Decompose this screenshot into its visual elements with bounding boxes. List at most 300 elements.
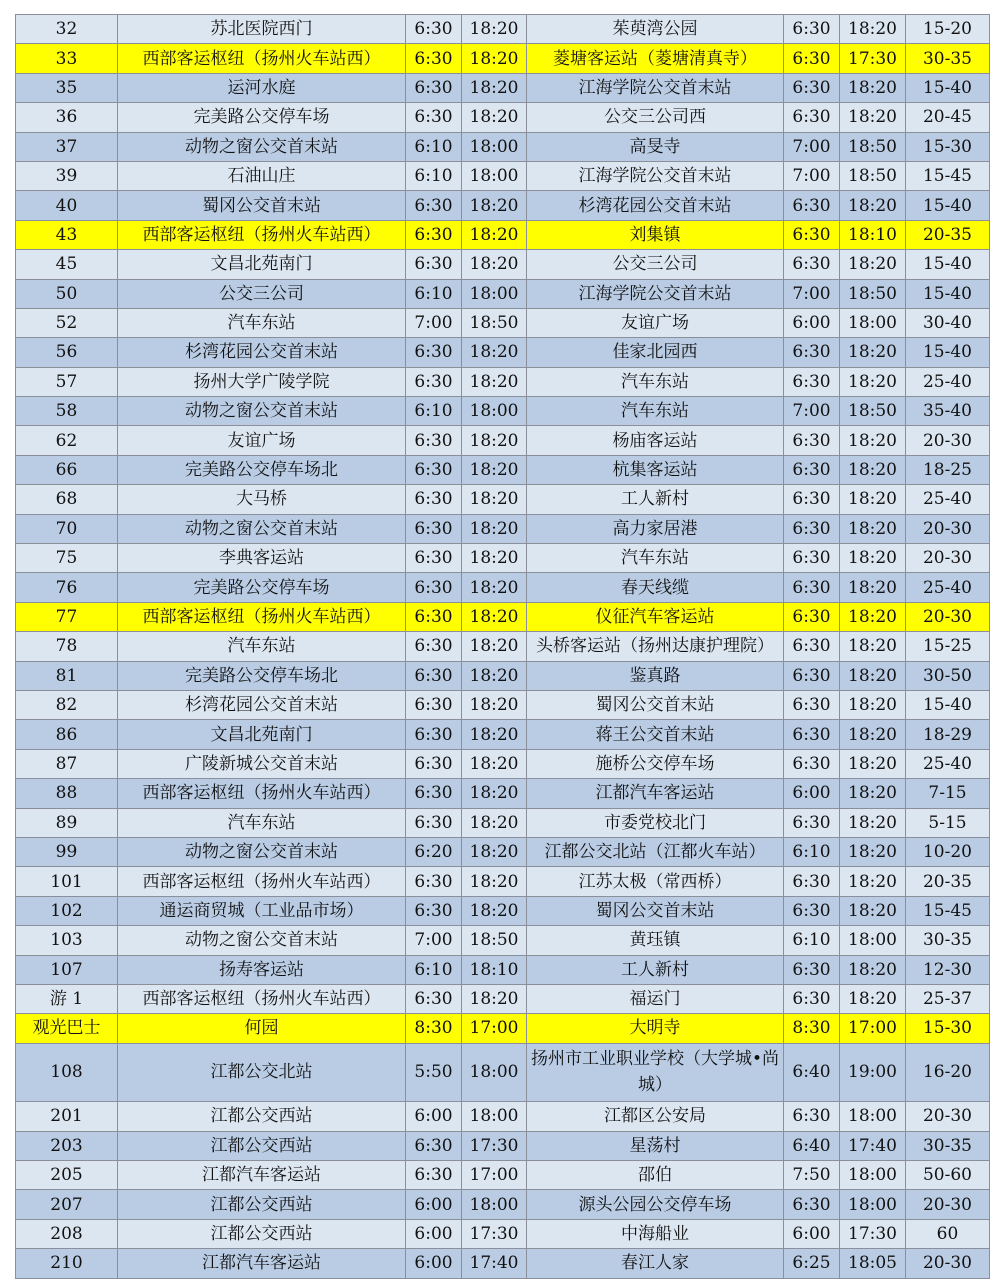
- route-number-cell: 102: [16, 896, 118, 925]
- origin-first-bus-cell: 6:30: [406, 720, 462, 749]
- interval-cell: 20-30: [906, 544, 990, 573]
- origin-last-bus-cell: 18:20: [462, 984, 527, 1013]
- origin-stop-cell: 完美路公交停车场: [118, 103, 406, 132]
- destination-last-bus-cell: 18:20: [840, 544, 906, 573]
- interval-cell: 15-40: [906, 279, 990, 308]
- table-row: [16, 367, 990, 396]
- route-number-cell: 68: [16, 485, 118, 514]
- interval-cell: 30-35: [906, 44, 990, 73]
- table-row: [16, 397, 990, 426]
- route-number-cell: 210: [16, 1249, 118, 1278]
- destination-stop-cell: 工人新村: [527, 955, 784, 984]
- table-row: [16, 1102, 990, 1131]
- interval-cell: 25-40: [906, 573, 990, 602]
- destination-stop-cell: 头桥客运站（扬州达康护理院）: [527, 632, 784, 661]
- origin-first-bus-cell: 6:30: [406, 338, 462, 367]
- destination-first-bus-cell: 6:30: [784, 690, 840, 719]
- destination-last-bus-cell: 18:50: [840, 132, 906, 161]
- origin-first-bus-cell: 6:30: [406, 779, 462, 808]
- destination-last-bus-cell: 18:00: [840, 926, 906, 955]
- route-number-cell: 观光巴士: [16, 1014, 118, 1043]
- destination-stop-cell: 邵伯: [527, 1161, 784, 1190]
- interval-cell: 20-30: [906, 1102, 990, 1131]
- origin-first-bus-cell: 6:30: [406, 808, 462, 837]
- route-number-cell: 57: [16, 367, 118, 396]
- origin-stop-cell: 运河水庭: [118, 73, 406, 102]
- table-row: [16, 1161, 990, 1190]
- destination-last-bus-cell: 18:20: [840, 661, 906, 690]
- destination-stop-cell: 市委党校北门: [527, 808, 784, 837]
- origin-last-bus-cell: 18:20: [462, 455, 527, 484]
- destination-stop-cell: 春天线缆: [527, 573, 784, 602]
- interval-cell: 16-20: [906, 1043, 990, 1102]
- interval-cell: 15-30: [906, 1014, 990, 1043]
- route-number-cell: 35: [16, 73, 118, 102]
- origin-last-bus-cell: 18:20: [462, 837, 527, 866]
- origin-last-bus-cell: 17:00: [462, 1161, 527, 1190]
- destination-stop-cell: 菱塘客运站（菱塘清真寺）: [527, 44, 784, 73]
- table-row: [16, 103, 990, 132]
- destination-last-bus-cell: 17:00: [840, 1014, 906, 1043]
- interval-cell: 10-20: [906, 837, 990, 866]
- interval-cell: 25-37: [906, 984, 990, 1013]
- table-row: [16, 279, 990, 308]
- origin-stop-cell: 西部客运枢纽（扬州火车站西）: [118, 867, 406, 896]
- route-number-cell: 70: [16, 514, 118, 543]
- origin-stop-cell: 完美路公交停车场北: [118, 455, 406, 484]
- interval-cell: 25-40: [906, 749, 990, 778]
- origin-last-bus-cell: 17:30: [462, 1219, 527, 1248]
- origin-stop-cell: 扬寿客运站: [118, 955, 406, 984]
- origin-first-bus-cell: 6:20: [406, 837, 462, 866]
- destination-first-bus-cell: 7:00: [784, 161, 840, 190]
- table-row: [16, 955, 990, 984]
- origin-first-bus-cell: 6:00: [406, 1190, 462, 1219]
- origin-last-bus-cell: 18:20: [462, 544, 527, 573]
- origin-last-bus-cell: 18:20: [462, 514, 527, 543]
- route-number-cell: 75: [16, 544, 118, 573]
- table-row: [16, 455, 990, 484]
- table-row: [16, 485, 990, 514]
- origin-last-bus-cell: 18:20: [462, 779, 527, 808]
- destination-last-bus-cell: 18:00: [840, 1102, 906, 1131]
- table-row: [16, 926, 990, 955]
- destination-last-bus-cell: 17:30: [840, 44, 906, 73]
- route-number-cell: 103: [16, 926, 118, 955]
- destination-stop-cell: 工人新村: [527, 485, 784, 514]
- origin-stop-cell: 李典客运站: [118, 544, 406, 573]
- origin-last-bus-cell: 17:40: [462, 1249, 527, 1278]
- origin-first-bus-cell: 6:30: [406, 1161, 462, 1190]
- route-number-cell: 99: [16, 837, 118, 866]
- origin-first-bus-cell: 6:30: [406, 544, 462, 573]
- destination-stop-cell: 高旻寺: [527, 132, 784, 161]
- origin-last-bus-cell: 18:20: [462, 220, 527, 249]
- route-number-cell: 43: [16, 220, 118, 249]
- table-row: [16, 573, 990, 602]
- destination-stop-cell: 仪征汽车客运站: [527, 602, 784, 631]
- origin-first-bus-cell: 6:10: [406, 955, 462, 984]
- origin-last-bus-cell: 18:50: [462, 308, 527, 337]
- destination-first-bus-cell: 6:40: [784, 1043, 840, 1102]
- destination-last-bus-cell: 18:20: [840, 632, 906, 661]
- origin-first-bus-cell: 6:10: [406, 161, 462, 190]
- route-number-cell: 76: [16, 573, 118, 602]
- route-number-cell: 39: [16, 161, 118, 190]
- table-row: [16, 1131, 990, 1160]
- interval-cell: 15-40: [906, 73, 990, 102]
- route-number-cell: 87: [16, 749, 118, 778]
- destination-first-bus-cell: 6:40: [784, 1131, 840, 1160]
- interval-cell: 15-20: [906, 15, 990, 44]
- destination-first-bus-cell: 6:30: [784, 15, 840, 44]
- table-row: [16, 73, 990, 102]
- route-number-cell: 40: [16, 191, 118, 220]
- destination-first-bus-cell: 6:10: [784, 926, 840, 955]
- table-row: [16, 808, 990, 837]
- origin-stop-cell: 汽车东站: [118, 632, 406, 661]
- destination-stop-cell: 大明寺: [527, 1014, 784, 1043]
- origin-last-bus-cell: 18:20: [462, 896, 527, 925]
- origin-last-bus-cell: 18:20: [462, 191, 527, 220]
- table-row: [16, 720, 990, 749]
- origin-stop-cell: 石油山庄: [118, 161, 406, 190]
- destination-stop-cell: 黄珏镇: [527, 926, 784, 955]
- table-row: [16, 1249, 990, 1278]
- destination-first-bus-cell: 6:30: [784, 338, 840, 367]
- route-number-cell: 208: [16, 1219, 118, 1248]
- destination-last-bus-cell: 19:00: [840, 1043, 906, 1102]
- origin-stop-cell: 动物之窗公交首末站: [118, 397, 406, 426]
- destination-stop-cell: 汽车东站: [527, 367, 784, 396]
- origin-last-bus-cell: 18:20: [462, 338, 527, 367]
- origin-first-bus-cell: 6:00: [406, 1249, 462, 1278]
- route-number-cell: 207: [16, 1190, 118, 1219]
- origin-stop-cell: 广陵新城公交首末站: [118, 749, 406, 778]
- destination-stop-cell: 江都公交北站（江都火车站）: [527, 837, 784, 866]
- destination-last-bus-cell: 17:40: [840, 1131, 906, 1160]
- origin-first-bus-cell: 6:30: [406, 103, 462, 132]
- origin-last-bus-cell: 18:20: [462, 661, 527, 690]
- origin-stop-cell: 汽车东站: [118, 808, 406, 837]
- origin-last-bus-cell: 18:20: [462, 632, 527, 661]
- interval-cell: 5-15: [906, 808, 990, 837]
- origin-stop-cell: 江都汽车客运站: [118, 1161, 406, 1190]
- route-number-cell: 62: [16, 426, 118, 455]
- origin-stop-cell: 动物之窗公交首末站: [118, 926, 406, 955]
- interval-cell: 15-40: [906, 191, 990, 220]
- destination-last-bus-cell: 18:10: [840, 220, 906, 249]
- route-number-cell: 88: [16, 779, 118, 808]
- origin-last-bus-cell: 18:20: [462, 367, 527, 396]
- origin-stop-cell: 西部客运枢纽（扬州火车站西）: [118, 602, 406, 631]
- destination-last-bus-cell: 18:20: [840, 955, 906, 984]
- route-number-cell: 205: [16, 1161, 118, 1190]
- origin-first-bus-cell: 6:30: [406, 632, 462, 661]
- table-row: [16, 191, 990, 220]
- destination-stop-cell: 江海学院公交首末站: [527, 279, 784, 308]
- destination-last-bus-cell: 18:20: [840, 250, 906, 279]
- origin-last-bus-cell: 18:20: [462, 44, 527, 73]
- route-number-cell: 101: [16, 867, 118, 896]
- route-number-cell: 77: [16, 602, 118, 631]
- origin-last-bus-cell: 17:30: [462, 1131, 527, 1160]
- route-number-cell: 81: [16, 661, 118, 690]
- origin-first-bus-cell: 6:30: [406, 749, 462, 778]
- origin-first-bus-cell: 5:50: [406, 1043, 462, 1102]
- origin-first-bus-cell: 7:00: [406, 926, 462, 955]
- origin-stop-cell: 西部客运枢纽（扬州火车站西）: [118, 779, 406, 808]
- table-row: [16, 426, 990, 455]
- table-row: [16, 514, 990, 543]
- destination-first-bus-cell: 6:30: [784, 514, 840, 543]
- origin-stop-cell: 文昌北苑南门: [118, 720, 406, 749]
- destination-stop-cell: 江海学院公交首末站: [527, 73, 784, 102]
- destination-stop-cell: 源头公园公交停车场: [527, 1190, 784, 1219]
- table-row: [16, 690, 990, 719]
- table-row: [16, 896, 990, 925]
- origin-first-bus-cell: 6:30: [406, 867, 462, 896]
- interval-cell: 15-45: [906, 896, 990, 925]
- origin-stop-cell: 文昌北苑南门: [118, 250, 406, 279]
- destination-last-bus-cell: 18:20: [840, 338, 906, 367]
- interval-cell: 15-25: [906, 632, 990, 661]
- origin-stop-cell: 友谊广场: [118, 426, 406, 455]
- origin-first-bus-cell: 6:30: [406, 485, 462, 514]
- route-number-cell: 86: [16, 720, 118, 749]
- destination-last-bus-cell: 18:20: [840, 837, 906, 866]
- route-number-cell: 107: [16, 955, 118, 984]
- origin-last-bus-cell: 18:00: [462, 397, 527, 426]
- destination-first-bus-cell: 6:30: [784, 250, 840, 279]
- destination-stop-cell: 友谊广场: [527, 308, 784, 337]
- table-row: [16, 544, 990, 573]
- interval-cell: 18-25: [906, 455, 990, 484]
- destination-last-bus-cell: 18:50: [840, 161, 906, 190]
- destination-last-bus-cell: 18:20: [840, 103, 906, 132]
- origin-stop-cell: 江都公交北站: [118, 1043, 406, 1102]
- table-row: [16, 867, 990, 896]
- interval-cell: 50-60: [906, 1161, 990, 1190]
- interval-cell: 20-35: [906, 220, 990, 249]
- interval-cell: 20-30: [906, 1190, 990, 1219]
- destination-first-bus-cell: 6:30: [784, 1102, 840, 1131]
- destination-stop-cell: 公交三公司西: [527, 103, 784, 132]
- route-number-cell: 45: [16, 250, 118, 279]
- destination-first-bus-cell: 6:00: [784, 1219, 840, 1248]
- table-row: [16, 1190, 990, 1219]
- origin-last-bus-cell: 18:00: [462, 1043, 527, 1102]
- destination-stop-cell: 江苏太极（常西桥）: [527, 867, 784, 896]
- table-row: [16, 15, 990, 44]
- interval-cell: 15-40: [906, 338, 990, 367]
- origin-first-bus-cell: 6:30: [406, 367, 462, 396]
- origin-last-bus-cell: 18:20: [462, 720, 527, 749]
- origin-first-bus-cell: 6:00: [406, 1219, 462, 1248]
- destination-last-bus-cell: 18:20: [840, 867, 906, 896]
- origin-stop-cell: 杉湾花园公交首末站: [118, 338, 406, 367]
- destination-first-bus-cell: 6:30: [784, 984, 840, 1013]
- table-row: [16, 1043, 990, 1102]
- destination-stop-cell: 江都区公安局: [527, 1102, 784, 1131]
- origin-last-bus-cell: 18:20: [462, 426, 527, 455]
- interval-cell: 30-35: [906, 926, 990, 955]
- interval-cell: 30-35: [906, 1131, 990, 1160]
- destination-last-bus-cell: 18:05: [840, 1249, 906, 1278]
- table-row: [16, 779, 990, 808]
- destination-stop-cell: 施桥公交停车场: [527, 749, 784, 778]
- route-number-cell: 82: [16, 690, 118, 719]
- destination-first-bus-cell: 6:30: [784, 573, 840, 602]
- route-number-cell: 201: [16, 1102, 118, 1131]
- destination-last-bus-cell: 18:20: [840, 984, 906, 1013]
- interval-cell: 7-15: [906, 779, 990, 808]
- route-number-cell: 89: [16, 808, 118, 837]
- table-row: [16, 602, 990, 631]
- origin-stop-cell: 江都公交西站: [118, 1102, 406, 1131]
- origin-stop-cell: 江都汽车客运站: [118, 1249, 406, 1278]
- origin-first-bus-cell: 6:10: [406, 279, 462, 308]
- destination-stop-cell: 汽车东站: [527, 544, 784, 573]
- origin-last-bus-cell: 18:20: [462, 602, 527, 631]
- destination-stop-cell: 鉴真路: [527, 661, 784, 690]
- destination-first-bus-cell: 6:30: [784, 1190, 840, 1219]
- destination-last-bus-cell: 18:20: [840, 15, 906, 44]
- destination-last-bus-cell: 18:20: [840, 896, 906, 925]
- destination-first-bus-cell: 6:30: [784, 661, 840, 690]
- destination-first-bus-cell: 6:30: [784, 867, 840, 896]
- interval-cell: 20-30: [906, 602, 990, 631]
- origin-last-bus-cell: 17:00: [462, 1014, 527, 1043]
- destination-last-bus-cell: 18:20: [840, 720, 906, 749]
- origin-last-bus-cell: 18:20: [462, 103, 527, 132]
- origin-stop-cell: 江都公交西站: [118, 1131, 406, 1160]
- destination-first-bus-cell: 6:30: [784, 455, 840, 484]
- interval-cell: 20-45: [906, 103, 990, 132]
- destination-first-bus-cell: 6:10: [784, 837, 840, 866]
- origin-last-bus-cell: 18:00: [462, 1102, 527, 1131]
- table-row: [16, 661, 990, 690]
- interval-cell: 35-40: [906, 397, 990, 426]
- destination-stop-cell: 杉湾花园公交首末站: [527, 191, 784, 220]
- table-row: [16, 220, 990, 249]
- destination-first-bus-cell: 7:00: [784, 132, 840, 161]
- destination-stop-cell: 佳家北园西: [527, 338, 784, 367]
- interval-cell: 30-40: [906, 308, 990, 337]
- origin-first-bus-cell: 8:30: [406, 1014, 462, 1043]
- interval-cell: 15-45: [906, 161, 990, 190]
- destination-last-bus-cell: 18:20: [840, 514, 906, 543]
- interval-cell: 60: [906, 1219, 990, 1248]
- interval-cell: 12-30: [906, 955, 990, 984]
- route-number-cell: 游 1: [16, 984, 118, 1013]
- origin-stop-cell: 完美路公交停车场: [118, 573, 406, 602]
- destination-stop-cell: 蒋王公交首末站: [527, 720, 784, 749]
- table-row: [16, 308, 990, 337]
- origin-first-bus-cell: 6:30: [406, 661, 462, 690]
- destination-stop-cell: 春江人家: [527, 1249, 784, 1278]
- destination-first-bus-cell: 6:30: [784, 749, 840, 778]
- table-row: [16, 161, 990, 190]
- destination-stop-cell: 江海学院公交首末站: [527, 161, 784, 190]
- origin-last-bus-cell: 18:20: [462, 573, 527, 602]
- origin-stop-cell: 扬州大学广陵学院: [118, 367, 406, 396]
- destination-first-bus-cell: 7:50: [784, 1161, 840, 1190]
- origin-last-bus-cell: 18:20: [462, 485, 527, 514]
- origin-last-bus-cell: 18:20: [462, 690, 527, 719]
- origin-first-bus-cell: 6:30: [406, 896, 462, 925]
- origin-stop-cell: 大马桥: [118, 485, 406, 514]
- destination-stop-cell: 江都汽车客运站: [527, 779, 784, 808]
- origin-first-bus-cell: 6:30: [406, 602, 462, 631]
- schedule-body: [16, 15, 990, 1279]
- origin-first-bus-cell: 6:30: [406, 15, 462, 44]
- destination-last-bus-cell: 18:20: [840, 779, 906, 808]
- origin-stop-cell: 江都公交西站: [118, 1219, 406, 1248]
- table-row: [16, 632, 990, 661]
- origin-stop-cell: 动物之窗公交首末站: [118, 514, 406, 543]
- destination-first-bus-cell: 6:30: [784, 808, 840, 837]
- origin-last-bus-cell: 18:20: [462, 867, 527, 896]
- origin-first-bus-cell: 6:30: [406, 984, 462, 1013]
- interval-cell: 20-30: [906, 426, 990, 455]
- origin-last-bus-cell: 18:00: [462, 1190, 527, 1219]
- destination-stop-cell: 公交三公司: [527, 250, 784, 279]
- interval-cell: 18-29: [906, 720, 990, 749]
- interval-cell: 20-30: [906, 1249, 990, 1278]
- table-row: [16, 338, 990, 367]
- origin-stop-cell: 苏北医院西门: [118, 15, 406, 44]
- destination-last-bus-cell: 18:00: [840, 1190, 906, 1219]
- origin-stop-cell: 公交三公司: [118, 279, 406, 308]
- destination-last-bus-cell: 18:50: [840, 397, 906, 426]
- destination-first-bus-cell: 6:30: [784, 602, 840, 631]
- destination-last-bus-cell: 18:20: [840, 485, 906, 514]
- origin-stop-cell: 动物之窗公交首末站: [118, 837, 406, 866]
- destination-first-bus-cell: 6:30: [784, 485, 840, 514]
- interval-cell: 15-30: [906, 132, 990, 161]
- destination-stop-cell: 汽车东站: [527, 397, 784, 426]
- route-number-cell: 32: [16, 15, 118, 44]
- destination-first-bus-cell: 6:30: [784, 220, 840, 249]
- destination-stop-cell: 高力家居港: [527, 514, 784, 543]
- origin-last-bus-cell: 18:10: [462, 955, 527, 984]
- origin-first-bus-cell: 6:30: [406, 690, 462, 719]
- origin-first-bus-cell: 7:00: [406, 308, 462, 337]
- bus-schedule-table: [15, 14, 990, 1279]
- origin-first-bus-cell: 6:30: [406, 250, 462, 279]
- interval-cell: 25-40: [906, 367, 990, 396]
- route-number-cell: 78: [16, 632, 118, 661]
- interval-cell: 20-35: [906, 867, 990, 896]
- destination-first-bus-cell: 6:30: [784, 720, 840, 749]
- table-row: [16, 44, 990, 73]
- origin-last-bus-cell: 18:20: [462, 250, 527, 279]
- origin-stop-cell: 西部客运枢纽（扬州火车站西）: [118, 44, 406, 73]
- origin-first-bus-cell: 6:00: [406, 1102, 462, 1131]
- origin-stop-cell: 完美路公交停车场北: [118, 661, 406, 690]
- route-number-cell: 66: [16, 455, 118, 484]
- origin-first-bus-cell: 6:30: [406, 44, 462, 73]
- route-number-cell: 108: [16, 1043, 118, 1102]
- destination-last-bus-cell: 18:20: [840, 602, 906, 631]
- destination-last-bus-cell: 18:20: [840, 455, 906, 484]
- origin-stop-cell: 汽车东站: [118, 308, 406, 337]
- origin-last-bus-cell: 18:20: [462, 15, 527, 44]
- destination-last-bus-cell: 18:20: [840, 808, 906, 837]
- destination-stop-cell: 蜀冈公交首末站: [527, 690, 784, 719]
- route-number-cell: 56: [16, 338, 118, 367]
